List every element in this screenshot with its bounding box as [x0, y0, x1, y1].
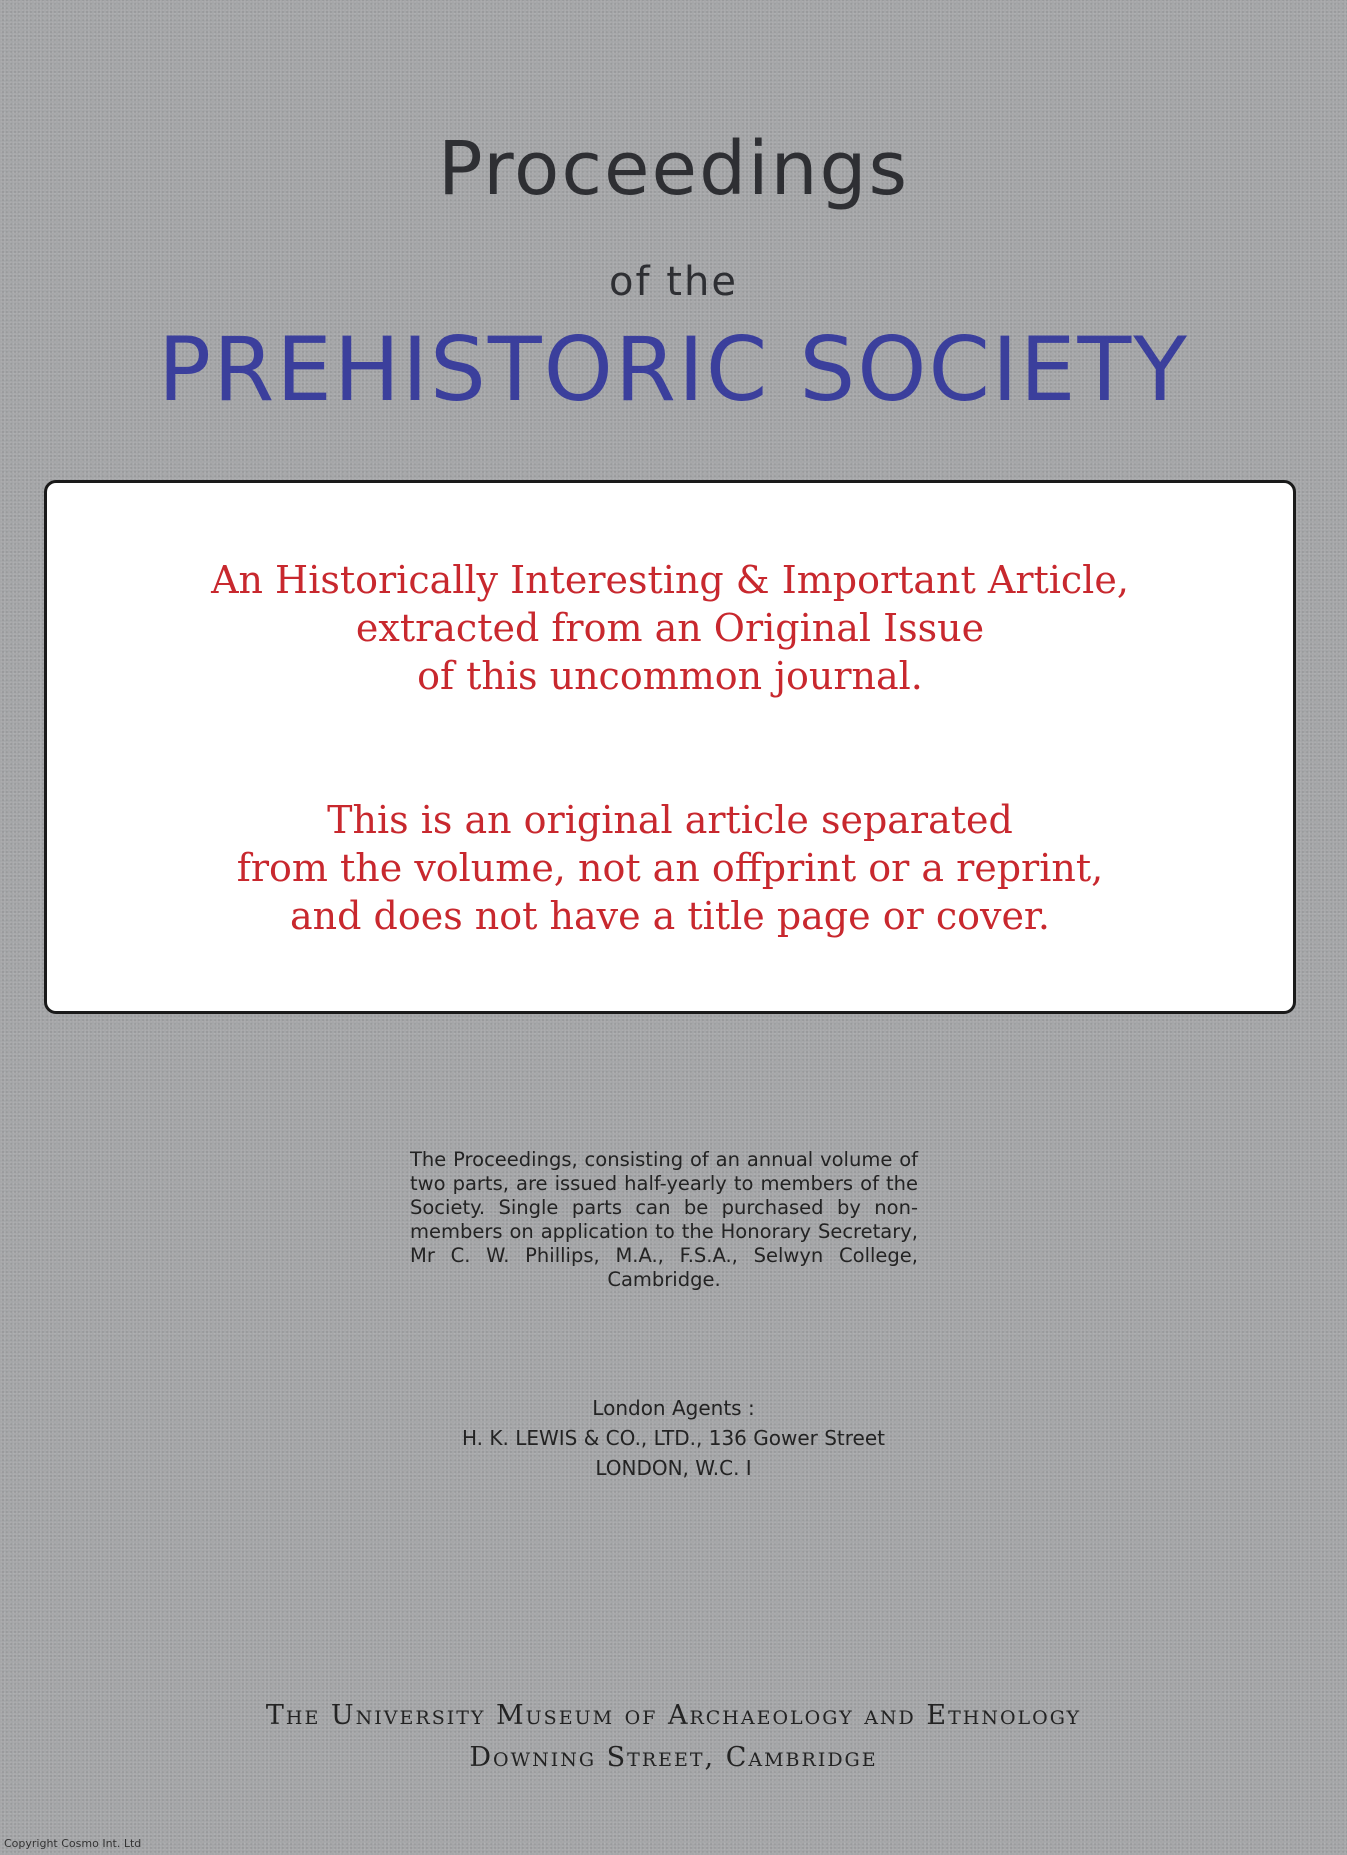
proceedings-info-paragraph: The Proceedings, consisting of an annual volume of two parts, are issued half-yearly to members of the Society. Single parts can be purchased by non-members on application to the Honorary Secretary, Mr C. W. Phillips, M.A., F.S.A., Selwyn College, Cambridge. [410, 1148, 918, 1291]
notice-line: from the volume, not an offprint or a reprint, [236, 846, 1104, 890]
agents-address: H. K. LEWIS & CO., LTD., 136 Gower Street [461, 1426, 886, 1450]
agents-heading: London Agents : [592, 1396, 755, 1420]
notice-line: extracted from an Original Issue [355, 606, 985, 650]
journal-title-of: of the [609, 259, 738, 305]
journal-title: Proceedings [437, 126, 910, 212]
publisher-name: The University Museum of Archaeology and Ethnology [265, 1700, 1082, 1731]
notice-line: and does not have a title page or cover. [290, 894, 1050, 938]
article-notice-box [44, 480, 1296, 1014]
publisher-address: Downing Street, Cambridge [469, 1742, 878, 1773]
notice-line: of this uncommon journal. [417, 654, 923, 698]
copyright-notice: Copyright Cosmo Int. Ltd [4, 1837, 142, 1850]
notice-line: An Historically Interesting & Important Article, [211, 558, 1129, 602]
notice-line: This is an original article separated [327, 798, 1013, 842]
agents-city: LONDON, W.C. I [595, 1456, 752, 1480]
journal-title-society: PREHISTORIC SOCIETY [158, 318, 1189, 421]
